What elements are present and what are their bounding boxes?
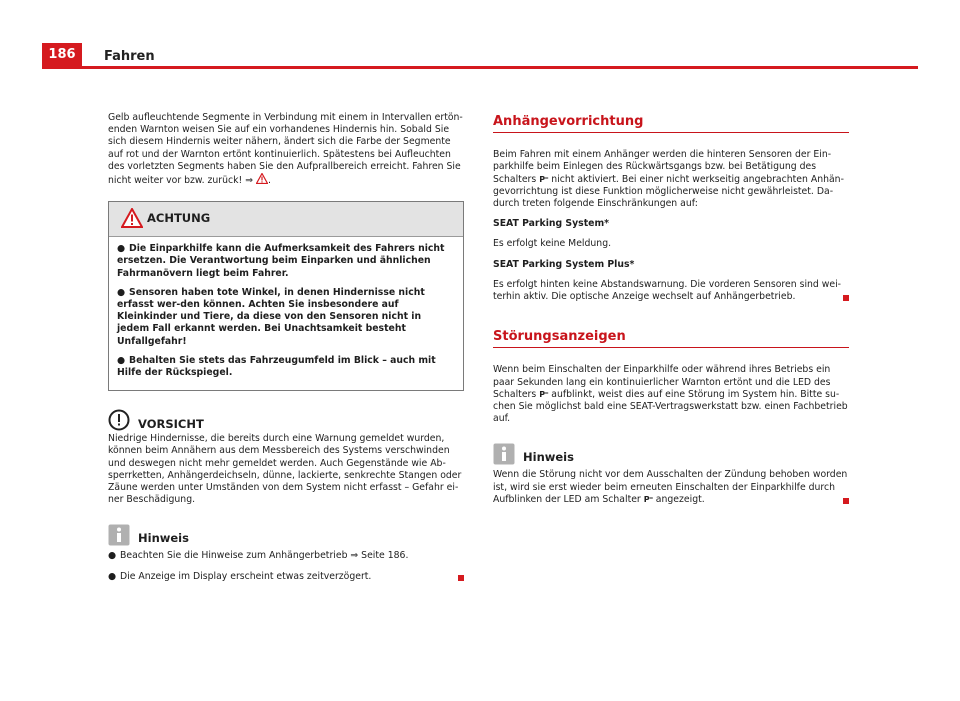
paragraph: Es erfolgt hinten keine Abstandswarnung. Die vorderen Sensoren sind wei-terhin aktiv. Die optische Anzeige wechselt auf Anhängerbetrieb.: [493, 279, 849, 303]
section-heading-stoerungsanzeigen: Störungsanzeigen: [493, 331, 849, 348]
list-item: ● Die Einparkhilfe kann die Aufmerksamkeit des Fahrers nicht ersetzen. Die Verantwortung beim Einparken und ähnlichen Fahrmanövern liegt beim Fahrer.: [117, 243, 445, 279]
list-item: ● Die Anzeige im Display erscheint etwas zeitverzögert.: [108, 571, 464, 583]
info-note-icon: [108, 524, 130, 546]
hinweis-title: Hinweis: [138, 531, 189, 546]
list-item: ● Beachten Sie die Hinweise zum Anhängerbetrieb ⇒ Seite 186.: [108, 550, 409, 562]
end-marker: [458, 575, 464, 581]
achtung-header: [109, 202, 463, 237]
anhaenger-paragraph: Beim Fahren mit einem Anhänger werden die hinteren Sensoren der Ein-parkhilfe beim Einlegen des Rückwärtsgangs bzw. bei Betätigung des Schalters P⁼ nicht aktiviert. Bei einer nicht werkseitig angebrachten Anhän-gevorrichtung ist diese Funktion möglicherweise nicht gewährleistet. Da-durch treten folgende Einschränkungen auf:: [493, 149, 844, 210]
parking-switch-icon: P⁼: [539, 174, 549, 184]
achtung-body: [109, 237, 463, 390]
list-item: ● Behalten Sie stets das Fahrzeugumfeld im Blick – auch mit Hilfe der Rückspiegel.: [117, 354, 436, 379]
chapter-title: Fahren: [104, 49, 155, 64]
hinweis-text: Wenn die Störung nicht vor dem Ausschalten der Zündung behoben worden ist, wird sie erst wieder beim erneuten Einschalten der Einparkhilfe durch Aufblinken der LED am Schalter P⁼ angezeigt.: [493, 469, 848, 505]
warning-triangle-icon: [256, 173, 268, 184]
info-note-icon: [493, 443, 515, 465]
list-item: ● Sensoren haben tote Winkel, in denen Hindernisse nicht erfasst wer-den können. Achten Sie insbesondere auf Kleinkinder und Tiere, da diese von den Sensoren nicht in jedem Fall erkannt werden. Bei Unachtsamkeit besteht Unfallgefahr!: [117, 286, 425, 347]
parking-switch-icon: P⁼: [539, 389, 549, 399]
subheading-parking-system: SEAT Parking System*: [493, 218, 609, 230]
parking-switch-icon: P⁼: [643, 494, 653, 504]
vorsicht-title: VORSICHT: [138, 417, 204, 432]
achtung-title: ACHTUNG: [147, 211, 211, 226]
hinweis-block: [493, 443, 849, 506]
caution-circle-icon: [108, 409, 130, 431]
end-marker: [843, 498, 849, 504]
page-number: 186: [42, 43, 82, 67]
subheading-parking-system-plus: SEAT Parking System Plus*: [493, 258, 635, 270]
hinweis-block: [108, 524, 464, 582]
header-rule: [42, 66, 918, 69]
stoerung-paragraph: Wenn beim Einschalten der Einparkhilfe oder während ihres Betriebs ein paar Sekunden lang ein kontinuierlicher Warnton ertönt und die LED des Schalters P⁼ aufblinkt, weist dies auf eine Störung im System hin. Bitte su-chen Sie möglichst bald eine SEAT-Vertragswerkstatt bzw. einen Fachbetrieb auf.: [493, 364, 848, 425]
warning-triangle-icon: [121, 208, 143, 228]
left-column: [108, 112, 464, 591]
hinweis-title: Hinweis: [523, 450, 574, 465]
section-heading-anhaengevorrichtung: Anhängevorrichtung: [493, 116, 849, 133]
intro-paragraph: Gelb aufleuchtende Segmente in Verbindung mit einem in Intervallen ertön- enden Warnton weisen Sie auf ein vorhandenes Hindernis hin. Sobald Sie sich diesem Hindernis weiter nähern, ändert sich die Farbe der Segmente auf rot und der Warnton ertönt kontinuierlich. Spätestens bei Aufleuchten des vorletzten Segments haben Sie den Aufprallbereich erreicht. Fahren Sie nicht weiter vor bzw. zurück! ⇒ .: [108, 112, 463, 187]
achtung-box: [108, 201, 464, 391]
vorsicht-text: Niedrige Hindernisse, die bereits durch eine Warnung gemeldet wurden, können beim Annähern aus dem Messbereich des Systems verschwinden und deswegen nicht mehr gemeldet werden. Auch Gegenstände wie Ab-sperrketten, Anhängerdeichseln, dünne, lackierte, senkrechte Stangen oder Zäune werden unter Umständen von dem System nicht erfasst – Gefahr ei-ner Beschädigung.: [108, 433, 462, 506]
end-marker: [843, 295, 849, 301]
right-column: [493, 116, 849, 506]
paragraph: Es erfolgt keine Meldung.: [493, 238, 612, 250]
vorsicht-block: [108, 409, 464, 506]
